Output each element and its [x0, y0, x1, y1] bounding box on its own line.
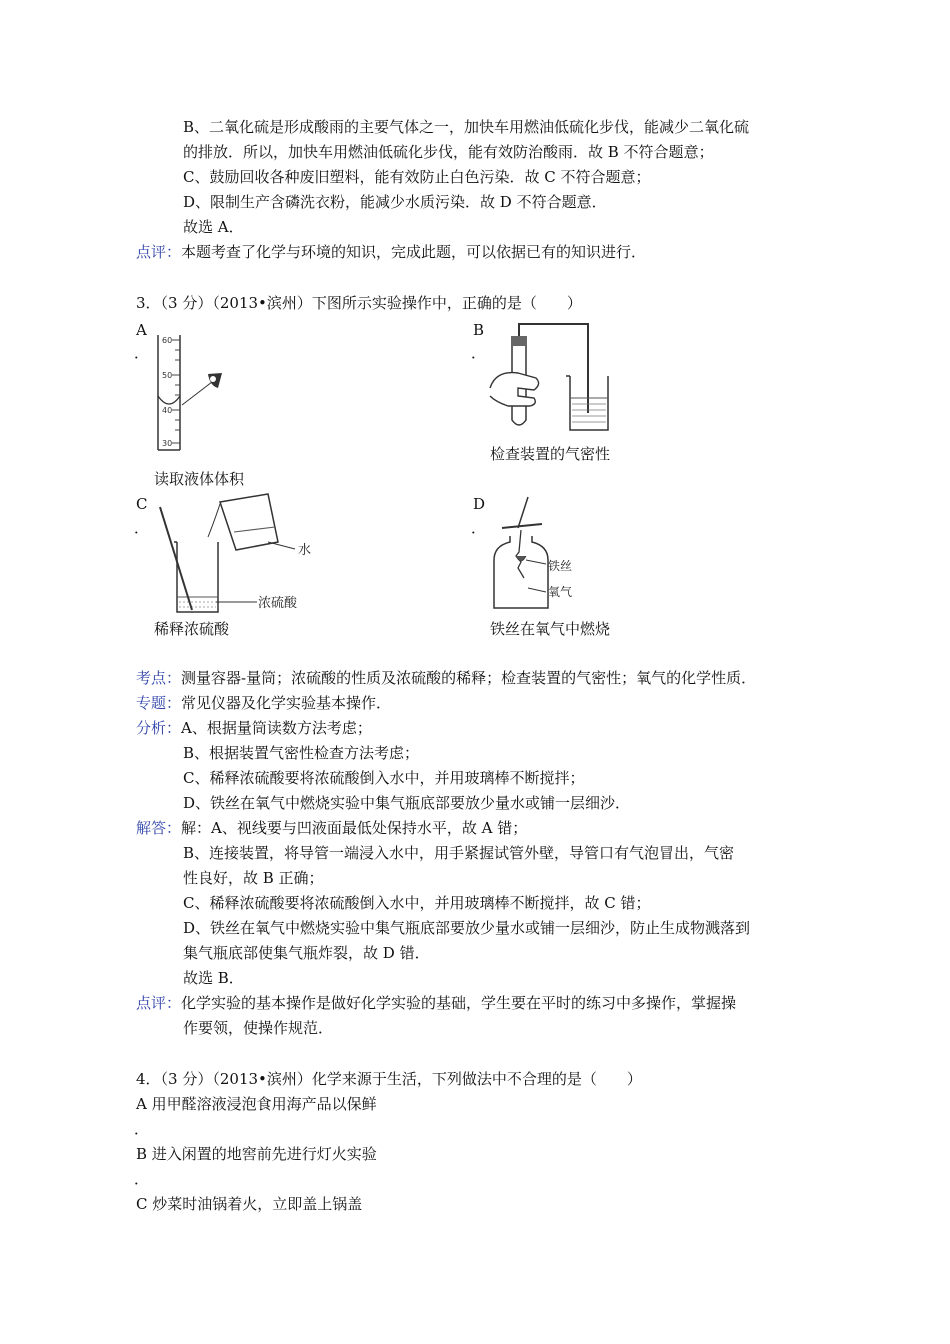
q3-option-a-caption: 读取液体体积 [154, 470, 245, 488]
q4-option-dot: ． [134, 1170, 150, 1188]
tick-label: 60 [162, 336, 173, 345]
q4-stem: 4．（3 分）（2013•滨州）化学来源于生活，下列做法中不合理的是（ ） [136, 1070, 642, 1088]
q4-option-c: C 炒菜时油锅着火，立即盖上锅盖 [136, 1195, 363, 1213]
dianping-tag: 点评： [136, 994, 182, 1012]
fenxi-line: A、根据量筒读数方法考虑； [181, 719, 372, 737]
q3-option-c-caption: 稀释浓硫酸 [154, 620, 230, 638]
jieda-line: 集气瓶底部使集气瓶炸裂，故 D 错． [183, 944, 430, 962]
label-iron-wire: 铁丝 [548, 559, 573, 573]
q3-option-a-letter: A [136, 321, 147, 339]
label-concentrated-acid: 浓硫酸 [258, 596, 298, 611]
q3-jieda [136, 818, 527, 838]
prev-option-b-line1: B、二氧化硫是形成酸雨的主要气体之一，加快车用燃油低硫化步伐，能减少二氧化硫 [183, 118, 750, 136]
jieda-line: D、铁丝在氧气中燃烧实验中集气瓶底部要放少量水或铺一层细沙，防止生成物溅落到 [183, 919, 751, 937]
zhuanti-tag: 专题： [136, 694, 182, 712]
tick-label: 50 [162, 371, 173, 380]
q3-option-c-letter: C [136, 495, 148, 513]
jieda-line: 性良好，故 B 正确； [183, 869, 324, 887]
tick-label: 40 [162, 406, 173, 415]
q4-option-b: B 进入闲置的地窖前先进行灯火实验 [136, 1145, 377, 1163]
prev-option-c: C、鼓励回收各种废旧塑料，能有效防止白色污染．故 C 不符合题意； [183, 168, 651, 186]
tick-label: 30 [162, 439, 173, 448]
q3-option-b-caption: 检查装置的气密性 [490, 445, 611, 463]
hand-icon [490, 373, 539, 406]
prev-review [136, 242, 646, 262]
kaodian-text: 测量容器-量筒；浓硫酸的性质及浓硫酸的稀释；检查装置的气密性；氧气的化学性质． [181, 669, 757, 687]
prev-option-d: D、限制生产含磷洗衣粉，能减少水质污染．故 D 不符合题意． [183, 193, 607, 211]
review-tag: 点评： [136, 243, 182, 261]
jieda-line: C、稀释浓硫酸要将浓硫酸倒入水中，并用玻璃棒不断搅拌，故 C 错； [183, 894, 651, 912]
q3-option-d-letter: D [473, 495, 486, 513]
fenxi-line: D、铁丝在氧气中燃烧实验中集气瓶底部要放少量水或铺一层细沙． [183, 794, 631, 812]
q3-fenxi [136, 718, 372, 738]
fenxi-line: C、稀释浓硫酸要将浓硫酸倒入水中，并用玻璃棒不断搅拌； [183, 769, 585, 787]
jieda-tag: 解答： [136, 819, 182, 837]
zhuanti-text: 常见仪器及化学实验基本操作． [181, 694, 392, 712]
review-text: 本题考查了化学与环境的知识，完成此题，可以依据已有的知识进行． [181, 243, 647, 261]
q3-kaodian [136, 668, 756, 688]
prev-choice: 故选 A． [183, 218, 244, 236]
airtightness-apparatus-figure [488, 318, 613, 438]
iron-wire-combustion-figure [488, 492, 598, 614]
q3-stem: 3．（3 分）（2013•滨州）下图所示实验操作中，正确的是（ ） [136, 294, 582, 312]
q3-option-b-dot: ． [471, 344, 487, 362]
q3-option-c-dot: ． [134, 519, 150, 537]
q3-option-a-dot: ． [134, 344, 150, 362]
label-oxygen: 氧气 [548, 585, 573, 599]
jieda-line: 解：A、视线要与凹液面最低处保持水平，故 A 错； [181, 819, 528, 837]
jieda-line: 故选 B． [183, 969, 244, 987]
kaodian-tag: 考点： [136, 669, 182, 687]
fenxi-tag: 分析： [136, 719, 182, 737]
dianping-line: 作要领，使操作规范． [183, 1019, 334, 1037]
q3-option-d-dot: ． [471, 519, 487, 537]
q4-option-a: A 用甲醛溶液浸泡食用海产品以保鲜 [136, 1095, 377, 1113]
diluting-acid-figure [150, 492, 330, 617]
jieda-line: B、连接装置，将导管一端浸入水中，用手紧握试管外壁，导管口有气泡冒出，气密 [183, 844, 735, 862]
q3-option-b-letter: B [473, 321, 485, 339]
q3-dianping [136, 993, 736, 1013]
prev-option-b-line2: 的排放．所以，加快车用燃油低硫化步伐，能有效防治酸雨．故 B 不符合题意； [183, 143, 714, 161]
label-water: 水 [298, 543, 312, 558]
graduated-cylinder-figure [150, 330, 240, 455]
q4-option-dot: ． [134, 1120, 150, 1138]
dianping-line: 化学实验的基本操作是做好化学实验的基础，学生要在平时的练习中多操作，掌握操 [181, 994, 737, 1012]
q3-zhuanti [136, 693, 391, 713]
fenxi-line: B、根据装置气密性检查方法考虑； [183, 744, 420, 762]
q3-option-d-caption: 铁丝在氧气中燃烧 [490, 620, 611, 638]
